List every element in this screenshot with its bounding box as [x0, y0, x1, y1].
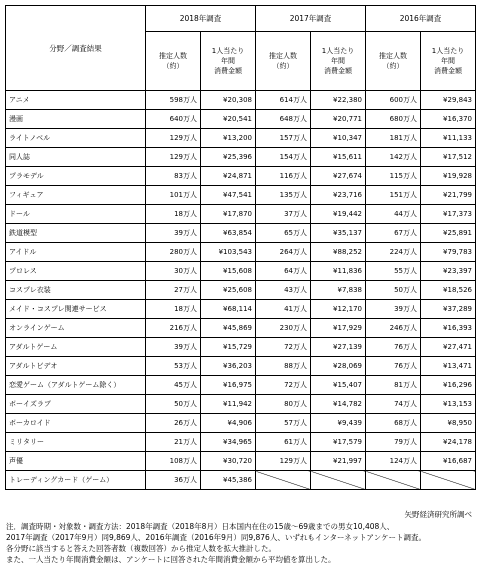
count-header-line: 推定人数: [269, 52, 297, 60]
count-2016: 124万人: [366, 452, 421, 471]
spend-header-line: 1人当たり: [431, 47, 465, 55]
spend-2016: ¥37,289: [421, 300, 476, 319]
count-2016: 81万人: [366, 376, 421, 395]
count-2017: 648万人: [256, 110, 311, 129]
spend-2018: ¥68,114: [201, 300, 256, 319]
spend-2016: ¥16,393: [421, 319, 476, 338]
spend-2016: ¥24,178: [421, 433, 476, 452]
count-2018: 18万人: [146, 205, 201, 224]
empty-cell-2017-spend: [311, 471, 366, 490]
count-2016: 181万人: [366, 129, 421, 148]
spend-2016: ¥8,950: [421, 414, 476, 433]
count-2018: 27万人: [146, 281, 201, 300]
count-2018: 108万人: [146, 452, 201, 471]
field-name: メイド・コスプレ関連サービス: [6, 300, 146, 319]
table-row: [6, 395, 476, 414]
spend-2018: ¥20,541: [201, 110, 256, 129]
survey-table: [5, 5, 476, 490]
spend-header-2016: [421, 32, 476, 91]
table-row: [6, 414, 476, 433]
table-row: [6, 148, 476, 167]
count-2017: 61万人: [256, 433, 311, 452]
spend-2016: ¥16,687: [421, 452, 476, 471]
count-2016: 50万人: [366, 281, 421, 300]
field-name: 声優: [6, 452, 146, 471]
field-name: ライトノベル: [6, 129, 146, 148]
spend-2017: ¥15,611: [311, 148, 366, 167]
count-2017: 129万人: [256, 452, 311, 471]
count-2017: 135万人: [256, 186, 311, 205]
count-2018: 50万人: [146, 395, 201, 414]
table-row: [6, 205, 476, 224]
count-2018: 280万人: [146, 243, 201, 262]
empty-cell-2017-count: [256, 471, 311, 490]
table-row: [6, 262, 476, 281]
year-2017-header: 2017年調査: [256, 6, 366, 32]
count-2016: 76万人: [366, 338, 421, 357]
field-name: 鉄道模型: [6, 224, 146, 243]
count-2018: 36万人: [146, 471, 201, 490]
spend-2016: ¥16,296: [421, 376, 476, 395]
count-header-2018: [146, 32, 201, 91]
count-2016: 79万人: [366, 433, 421, 452]
year-header-row: [6, 6, 476, 32]
count-2018: 129万人: [146, 129, 201, 148]
spend-2018: ¥25,608: [201, 281, 256, 300]
count-2018: 640万人: [146, 110, 201, 129]
field-name: ミリタリー: [6, 433, 146, 452]
count-2017: 88万人: [256, 357, 311, 376]
spend-2018: ¥30,720: [201, 452, 256, 471]
table-row: [6, 471, 476, 490]
count-2017: 72万人: [256, 338, 311, 357]
count-2017: 116万人: [256, 167, 311, 186]
spend-2018: ¥34,965: [201, 433, 256, 452]
count-2016: 224万人: [366, 243, 421, 262]
count-2018: 129万人: [146, 148, 201, 167]
spend-header-2018: [201, 32, 256, 91]
count-2018: 26万人: [146, 414, 201, 433]
table-row: [6, 338, 476, 357]
spend-2018: ¥17,870: [201, 205, 256, 224]
count-2016: 115万人: [366, 167, 421, 186]
spend-2017: ¥19,442: [311, 205, 366, 224]
count-header-line: （約）: [162, 62, 184, 70]
empty-cell-2016-spend: [421, 471, 476, 490]
spend-2018: ¥63,854: [201, 224, 256, 243]
count-2017: 41万人: [256, 300, 311, 319]
spend-header-2017: [311, 32, 366, 91]
spend-2016: ¥13,153: [421, 395, 476, 414]
count-2017: 264万人: [256, 243, 311, 262]
spend-2017: ¥10,347: [311, 129, 366, 148]
footnote-line: 2017年調査（2017年9月）同9,869人、2016年調査（2016年9月）同9,876人、いずれもインターネットアンケート調査。: [6, 533, 426, 542]
count-2018: 45万人: [146, 376, 201, 395]
spend-2017: ¥27,139: [311, 338, 366, 357]
count-header-line: 推定人数: [379, 52, 407, 60]
spend-2017: ¥35,137: [311, 224, 366, 243]
spend-2017: ¥14,782: [311, 395, 366, 414]
spend-2016: ¥11,133: [421, 129, 476, 148]
count-2018: 216万人: [146, 319, 201, 338]
table-row: [6, 357, 476, 376]
count-2016: 600万人: [366, 91, 421, 110]
footnote-line: 注．調査時期・対象数・調査方法：2018年調査（2018年8月）日本国内在住の15歳～69歳までの男女10,408人、: [6, 522, 395, 531]
field-name: アダルトゲーム: [6, 338, 146, 357]
count-2017: 614万人: [256, 91, 311, 110]
table-body: [6, 91, 476, 490]
year-2018-header: 2018年調査: [146, 6, 256, 32]
table-row: [6, 186, 476, 205]
spend-2016: ¥23,397: [421, 262, 476, 281]
empty-cell-2016-count: [366, 471, 421, 490]
field-name: プラモデル: [6, 167, 146, 186]
spend-2016: ¥17,512: [421, 148, 476, 167]
source-credit: 矢野経済研究所調べ: [404, 510, 472, 519]
spend-2016: ¥79,783: [421, 243, 476, 262]
field-name: 同人誌: [6, 148, 146, 167]
year-2016-header: 2016年調査: [366, 6, 476, 32]
spend-header-line: 年間: [331, 57, 345, 65]
footnotes: [6, 521, 476, 565]
spend-2017: ¥17,929: [311, 319, 366, 338]
count-2016: 74万人: [366, 395, 421, 414]
spend-2018: ¥36,203: [201, 357, 256, 376]
table-row: [6, 281, 476, 300]
count-2017: 154万人: [256, 148, 311, 167]
field-name: 恋愛ゲーム（アダルトゲーム除く）: [6, 376, 146, 395]
field-name: 漫画: [6, 110, 146, 129]
table-row: [6, 376, 476, 395]
count-2017: 43万人: [256, 281, 311, 300]
count-2018: 83万人: [146, 167, 201, 186]
count-2016: 142万人: [366, 148, 421, 167]
spend-2017: ¥12,170: [311, 300, 366, 319]
count-header-2016: [366, 32, 421, 91]
spend-2018: ¥15,608: [201, 262, 256, 281]
count-2017: 80万人: [256, 395, 311, 414]
count-2016: 55万人: [366, 262, 421, 281]
spend-2018: ¥11,942: [201, 395, 256, 414]
spend-2018: ¥13,200: [201, 129, 256, 148]
count-2018: 598万人: [146, 91, 201, 110]
spend-2018: ¥45,386: [201, 471, 256, 490]
spend-2016: ¥17,373: [421, 205, 476, 224]
count-2016: 44万人: [366, 205, 421, 224]
spend-header-line: 年間: [221, 57, 235, 65]
table-row: [6, 167, 476, 186]
count-2016: 68万人: [366, 414, 421, 433]
count-2018: 53万人: [146, 357, 201, 376]
count-2018: 39万人: [146, 338, 201, 357]
count-2017: 64万人: [256, 262, 311, 281]
spend-2018: ¥4,906: [201, 414, 256, 433]
field-name: フィギュア: [6, 186, 146, 205]
spend-2017: ¥28,069: [311, 357, 366, 376]
spend-2018: ¥47,541: [201, 186, 256, 205]
spend-2017: ¥20,771: [311, 110, 366, 129]
field-name: トレーディングカード（ゲーム）: [6, 471, 146, 490]
field-name: アニメ: [6, 91, 146, 110]
count-2018: 101万人: [146, 186, 201, 205]
field-name: ドール: [6, 205, 146, 224]
count-2017: 72万人: [256, 376, 311, 395]
spend-2016: ¥16,370: [421, 110, 476, 129]
field-name: プロレス: [6, 262, 146, 281]
spend-2017: ¥21,997: [311, 452, 366, 471]
spend-2018: ¥15,729: [201, 338, 256, 357]
count-2016: 680万人: [366, 110, 421, 129]
table-row: [6, 91, 476, 110]
count-2017: 157万人: [256, 129, 311, 148]
count-header-line: （約）: [382, 62, 404, 70]
spend-2016: ¥29,843: [421, 91, 476, 110]
count-2018: 21万人: [146, 433, 201, 452]
table-row: [6, 110, 476, 129]
field-name: ボーイズラブ: [6, 395, 146, 414]
field-name: コスプレ衣装: [6, 281, 146, 300]
spend-2016: ¥19,928: [421, 167, 476, 186]
spend-2017: ¥7,838: [311, 281, 366, 300]
table-row: [6, 243, 476, 262]
spend-header-line: 1人当たり: [211, 47, 245, 55]
count-2016: 246万人: [366, 319, 421, 338]
count-2016: 39万人: [366, 300, 421, 319]
spend-header-line: 1人当たり: [321, 47, 355, 55]
count-2018: 39万人: [146, 224, 201, 243]
spend-header-line: 年間: [441, 57, 455, 65]
count-2017: 65万人: [256, 224, 311, 243]
count-header-line: （約）: [272, 62, 294, 70]
footnote-line: また、一人当たり年間消費金額は、アンケートに回答された年間消費金額から平均値を算出した。: [6, 555, 336, 564]
field-name: アダルトビデオ: [6, 357, 146, 376]
spend-2018: ¥25,396: [201, 148, 256, 167]
count-2018: 18万人: [146, 300, 201, 319]
count-2017: 37万人: [256, 205, 311, 224]
spend-2016: ¥27,471: [421, 338, 476, 357]
spend-2017: ¥11,836: [311, 262, 366, 281]
spend-2018: ¥24,871: [201, 167, 256, 186]
count-2018: 30万人: [146, 262, 201, 281]
spend-header-line: 消費金額: [324, 67, 352, 75]
spend-2017: ¥23,716: [311, 186, 366, 205]
spend-2017: ¥88,252: [311, 243, 366, 262]
count-2017: 230万人: [256, 319, 311, 338]
count-2017: 57万人: [256, 414, 311, 433]
spend-2018: ¥16,975: [201, 376, 256, 395]
count-2016: 76万人: [366, 357, 421, 376]
field-name: アイドル: [6, 243, 146, 262]
spend-2017: ¥22,380: [311, 91, 366, 110]
spend-2018: ¥45,869: [201, 319, 256, 338]
count-2016: 151万人: [366, 186, 421, 205]
field-name: オンラインゲーム: [6, 319, 146, 338]
spend-2017: ¥15,407: [311, 376, 366, 395]
spend-2017: ¥27,674: [311, 167, 366, 186]
spend-2016: ¥25,891: [421, 224, 476, 243]
spend-header-line: 消費金額: [214, 67, 242, 75]
count-header-2017: [256, 32, 311, 91]
spend-2016: ¥21,799: [421, 186, 476, 205]
table-row: [6, 319, 476, 338]
spend-2016: ¥18,526: [421, 281, 476, 300]
table-row: [6, 300, 476, 319]
field-name: ボーカロイド: [6, 414, 146, 433]
spend-2017: ¥9,439: [311, 414, 366, 433]
count-header-line: 推定人数: [159, 52, 187, 60]
count-2016: 67万人: [366, 224, 421, 243]
field-header: 分野／調査結果: [6, 6, 146, 91]
table-row: [6, 452, 476, 471]
table-row: [6, 224, 476, 243]
spend-2018: ¥20,308: [201, 91, 256, 110]
footnote-line: 各分野に該当すると答えた回答者数（複数回答）から推定人数を拡大推計した。: [6, 544, 276, 553]
spend-2018: ¥103,543: [201, 243, 256, 262]
spend-header-line: 消費金額: [434, 67, 462, 75]
spend-2016: ¥13,471: [421, 357, 476, 376]
table-row: [6, 433, 476, 452]
spend-2017: ¥17,579: [311, 433, 366, 452]
table-row: [6, 129, 476, 148]
